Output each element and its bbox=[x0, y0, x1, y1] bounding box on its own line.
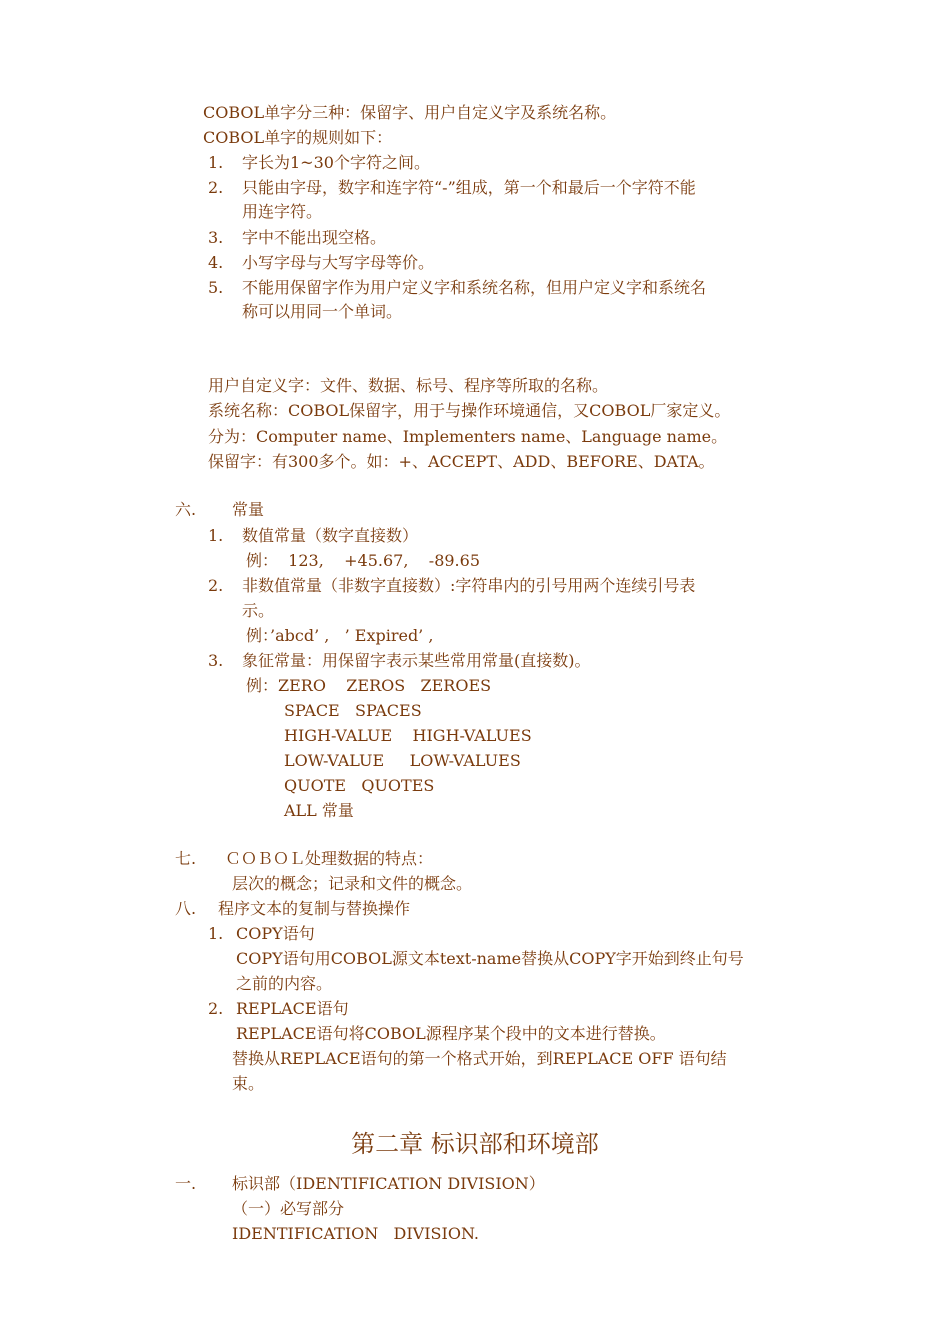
text-line: 分为：Computer name、Implementers name、Language name。 bbox=[208, 427, 728, 446]
list-number: 2. bbox=[208, 576, 224, 595]
list-item: REPLACE语句 bbox=[236, 999, 349, 1018]
list-number: 4. bbox=[208, 253, 224, 272]
list-item: 非数值常量（非数字直接数）:字符串内的引号用两个连续引号表 bbox=[242, 576, 696, 595]
list-item: 小写字母与大写字母等价。 bbox=[242, 253, 435, 272]
section-number: 七. bbox=[175, 849, 197, 868]
example-line: 例： 123, +45.67, -89.65 bbox=[246, 551, 480, 570]
text-line: COBOL单字的规则如下： bbox=[203, 128, 393, 147]
list-item: 字长为1~30个字符之间。 bbox=[242, 153, 430, 172]
text-line: 用户自定义字：文件、数据、标号、程序等所取的名称。 bbox=[208, 376, 609, 395]
text-line: 之前的内容。 bbox=[236, 974, 333, 993]
example-line: SPACE SPACES bbox=[284, 701, 422, 720]
list-item-continuation: 称可以用同一个单词。 bbox=[242, 302, 403, 321]
section-heading: 标识部（IDENTIFICATION DIVISION） bbox=[232, 1174, 545, 1193]
text-line: 替换从REPLACE语句的第一个格式开始，到REPLACE OFF 语句结 bbox=[232, 1049, 727, 1068]
text-line: 保留字：有300多个。如：+、ACCEPT、ADD、BEFORE、DATA。 bbox=[208, 452, 715, 471]
text-line: COBOL单字分三种：保留字、用户自定义字及系统名称。 bbox=[203, 103, 617, 122]
section-heading: 常量 bbox=[232, 500, 265, 519]
subsection-heading: （一）必写部分 bbox=[232, 1199, 345, 1218]
code-line: IDENTIFICATION DIVISION. bbox=[232, 1224, 480, 1243]
example-line: 例：ZERO ZEROS ZEROES bbox=[246, 676, 492, 695]
list-number: 1. bbox=[208, 153, 224, 172]
list-item: 字中不能出现空格。 bbox=[242, 228, 387, 247]
list-item-continuation: 用连字符。 bbox=[242, 202, 323, 221]
text-line: COPY语句用COBOL源文本text-name替换从COPY字开始到终止句号 bbox=[236, 949, 744, 968]
section-number: 六. bbox=[175, 500, 197, 519]
section-heading: ＣＯＢＯＬ处理数据的特点： bbox=[225, 849, 434, 868]
example-line: HIGH-VALUE HIGH-VALUES bbox=[284, 726, 532, 745]
section-heading: 程序文本的复制与替换操作 bbox=[218, 899, 411, 918]
text-line: REPLACE语句将COBOL源程序某个段中的文本进行替换。 bbox=[236, 1024, 666, 1043]
list-number: 1. bbox=[208, 924, 224, 943]
example-line: 例：’abcd’ , ’ Expired’ , bbox=[246, 626, 434, 645]
list-item: 只能由字母，数字和连字符“-”组成，第一个和最后一个字符不能 bbox=[242, 178, 696, 197]
chapter-title: 第二章 标识部和环境部 bbox=[351, 1130, 599, 1158]
section-number: 八. bbox=[175, 899, 197, 918]
example-line: ALL 常量 bbox=[284, 801, 354, 820]
list-item: 数值常量（数字直接数） bbox=[242, 526, 419, 545]
example-line: LOW-VALUE LOW-VALUES bbox=[284, 751, 521, 770]
list-number: 5. bbox=[208, 278, 224, 297]
text-line: 束。 bbox=[232, 1074, 265, 1093]
section-number: 一. bbox=[175, 1174, 197, 1193]
example-line: QUOTE QUOTES bbox=[284, 776, 435, 795]
list-number: 2. bbox=[208, 178, 224, 197]
text-line: 层次的概念；记录和文件的概念。 bbox=[232, 874, 473, 893]
list-item: 象征常量：用保留字表示某些常用常量(直接数)。 bbox=[242, 651, 591, 670]
list-number: 3. bbox=[208, 228, 224, 247]
list-number: 3. bbox=[208, 651, 224, 670]
list-item: 不能用保留字作为用户定义字和系统名称，但用户定义字和系统名 bbox=[242, 278, 707, 297]
list-number: 1. bbox=[208, 526, 224, 545]
list-number: 2. bbox=[208, 999, 224, 1018]
text-line: 系统名称：COBOL保留字，用于与操作环境通信，又COBOL厂家定义。 bbox=[208, 401, 731, 420]
list-item: COPY语句 bbox=[236, 924, 315, 943]
list-item-continuation: 示。 bbox=[242, 601, 275, 620]
